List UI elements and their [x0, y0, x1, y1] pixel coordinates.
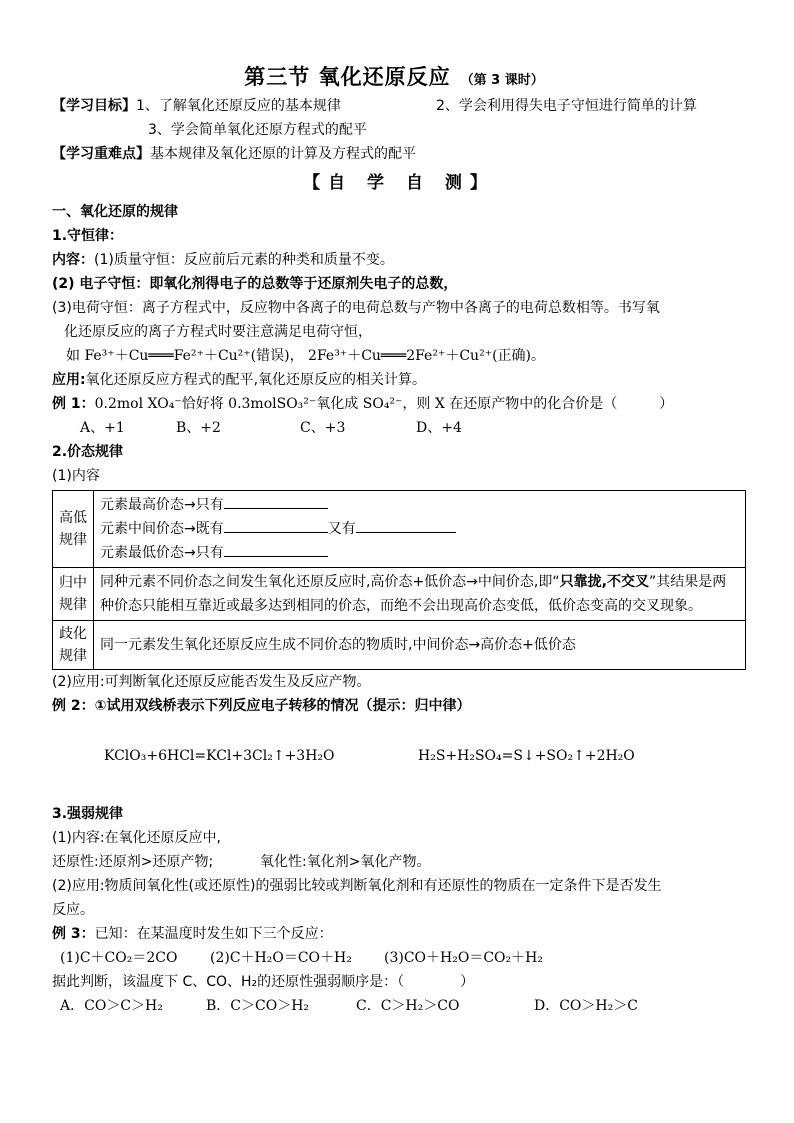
equation-1: KClO₃+6HCl=KCl+3Cl₂↑+3H₂O — [104, 748, 335, 764]
answer-space — [52, 772, 746, 802]
strength-comparison — [52, 850, 746, 874]
reaction-2: (2)C＋H₂O＝CO＋H₂ — [210, 950, 352, 966]
rule-body-comproportionation — [94, 568, 746, 621]
answer-blank[interactable] — [224, 542, 328, 557]
right-equation: 2Fe³⁺＋Cu═══2Fe²⁺＋Cu²⁺(正确)。 — [308, 348, 546, 364]
lesson-period: （第 3 课时） — [460, 73, 544, 88]
strength-heading: 3.强弱规律 — [52, 806, 124, 822]
conservation-heading: 1.守恒律： — [52, 228, 124, 244]
example-1-options — [52, 416, 746, 440]
goals-label: 【学习目标】 — [52, 98, 136, 114]
application-label: 应用: — [52, 372, 86, 388]
ex1-option-c[interactable]: C、+3 — [300, 420, 346, 436]
part1-heading: 一、氧化还原的规律 — [52, 204, 178, 220]
goals-row — [52, 94, 746, 118]
oxidizing-power-rule: 氧化性:氧化剂>氧化产物。 — [260, 854, 431, 870]
goal-3: 3、学会简单氧化还原方程式的配平 — [148, 122, 367, 138]
page-title: 第三节 氧化还原反应 — [244, 65, 451, 89]
answer-blank[interactable] — [224, 494, 328, 509]
answer-blank[interactable] — [356, 518, 456, 533]
lowest-valence: 元素最低价态→只有 — [100, 545, 224, 561]
table-row — [53, 491, 746, 568]
example-1-label: 例 1： — [52, 396, 95, 412]
answer-blank[interactable] — [224, 518, 328, 533]
reaction-1: (1)C＋CO₂＝2CO — [60, 950, 178, 966]
ex1-option-d[interactable]: D、+4 — [416, 420, 462, 436]
mass-conservation: (1)质量守恒：反应前后元素的种类和质量不变。 — [94, 252, 394, 268]
ex3-option-b[interactable]: B．C＞CO＞H₂ — [206, 998, 310, 1014]
comproportionation-text-b: ”其结果是两种价态只能相互靠近或最多达到相同的价态，而绝不会出现高价态变低，低价态变高的交叉现象。 — [100, 574, 727, 614]
example-3-label: 例 3： — [52, 926, 95, 942]
worksheet-page — [52, 60, 746, 1018]
table-row — [53, 621, 746, 670]
ex3-option-d[interactable]: D．CO＞H₂＞C — [534, 998, 638, 1014]
example-3-reactions — [52, 946, 746, 970]
goal-2: 2、学会利用得失电子守恒进行简单的计算 — [436, 98, 697, 114]
ex1-option-b[interactable]: B、+2 — [176, 420, 221, 436]
title-row — [42, 60, 746, 94]
table-row — [53, 568, 746, 621]
application-text: 氧化还原反应方程式的配平,氧化还原反应的相关计算。 — [85, 372, 427, 388]
ex3-option-a[interactable]: A．CO＞C＞H₂ — [60, 998, 163, 1014]
reaction-3: (3)CO＋H₂O＝CO₂＋H₂ — [384, 950, 543, 966]
reducing-power-rule: 还原性:还原剂>还原产物; — [52, 854, 214, 870]
equation-2: H₂S+H₂SO₄=S↓+SO₂↑+2H₂O — [418, 748, 635, 764]
comproportionation-emphasis: 只靠拢,不交叉 — [559, 574, 649, 590]
strength-content: (1)内容:在氧化还原反应中, — [52, 830, 221, 846]
valence-heading: 2.价态规律 — [52, 444, 124, 460]
rule-body-high-low — [94, 491, 746, 568]
rule-name-comproportionation: 归中规律 — [53, 568, 94, 621]
strength-application-a: (2)应用:物质间氧化性(或还原性)的强弱比较或判断氧化剂和有还原性的物质在一定条件下是否发生 — [52, 878, 662, 894]
conservation-application — [52, 368, 746, 392]
valence-content: (1)内容 — [52, 468, 100, 484]
charge-conservation-b: 化还原反应的离子方程式时要注意满足电荷守恒， — [64, 324, 372, 340]
example-prefix: 如 — [66, 348, 80, 364]
key-points-text: 基本规律及氧化还原的计算及方程式的配平 — [150, 146, 416, 162]
valence-application: (2)应用:可判断氧化还原反应能否发生及反应产物。 — [52, 674, 371, 690]
strength-application-b: 反应。 — [52, 902, 94, 918]
valence-rules-table — [52, 490, 746, 670]
charge-example — [52, 344, 746, 368]
example-3 — [52, 922, 746, 946]
ex1-option-a[interactable]: A、+1 — [80, 420, 125, 436]
example-3-text: 已知：在某温度时发生如下三个反应： — [94, 926, 333, 942]
electron-conservation: (2) 电子守恒：即氧化剂得电子的总数等于还原剂失电子的总数， — [52, 276, 458, 292]
wrong-equation: Fe³⁺＋Cu═══Fe²⁺＋Cu²⁺(错误)， — [84, 348, 304, 364]
example-1-text: 0.2mol XO₄⁻恰好将 0.3molSO₃²⁻氧化成 SO₄²⁻，则 X 在还原产物中的化合价是（ ） — [94, 396, 674, 412]
conservation-content — [52, 248, 746, 272]
self-study-heading: 【自 学 自 测】 — [303, 173, 495, 193]
middle-valence: 元素中间价态→既有 — [100, 521, 224, 537]
rule-body-disproportionation: 同一元素发生氧化还原反应生成不同价态的物质时,中间价态→高价态+低价态 — [94, 621, 746, 670]
middle-valence-also: 又有 — [327, 521, 356, 537]
example-3-question: 据此判断，该温度下 C、CO、H₂的还原性强弱顺序是：（ ） — [52, 974, 475, 990]
key-points-label: 【学习重难点】 — [52, 146, 150, 162]
rule-name-disproportionation: 歧化规律 — [53, 621, 94, 670]
comproportionation-text-a: 同种元素不同价态之间发生氧化还原反应时,高价态+低价态→中间价态,即“ — [100, 574, 560, 590]
goal-1: 1、了解氧化还原反应的基本规律 — [136, 98, 341, 114]
key-points-row — [52, 142, 746, 166]
example-1 — [52, 392, 746, 416]
highest-valence: 元素最高价态→只有 — [100, 497, 224, 513]
ex3-option-c[interactable]: C．C＞H₂＞CO — [356, 998, 460, 1014]
charge-conservation-a: (3)电荷守恒：离子方程式中，反应物中各离子的电荷总数与产物中各离子的电荷总数相等。书写氧 — [52, 300, 660, 316]
content-label: 内容： — [52, 252, 94, 268]
example-2-equations — [52, 748, 746, 772]
example-3-options — [52, 994, 746, 1018]
rule-name-high-low: 高低规律 — [53, 491, 94, 568]
example-2: 例 2：①试用双线桥表示下列反应电子转移的情况（提示：归中律） — [52, 698, 471, 714]
